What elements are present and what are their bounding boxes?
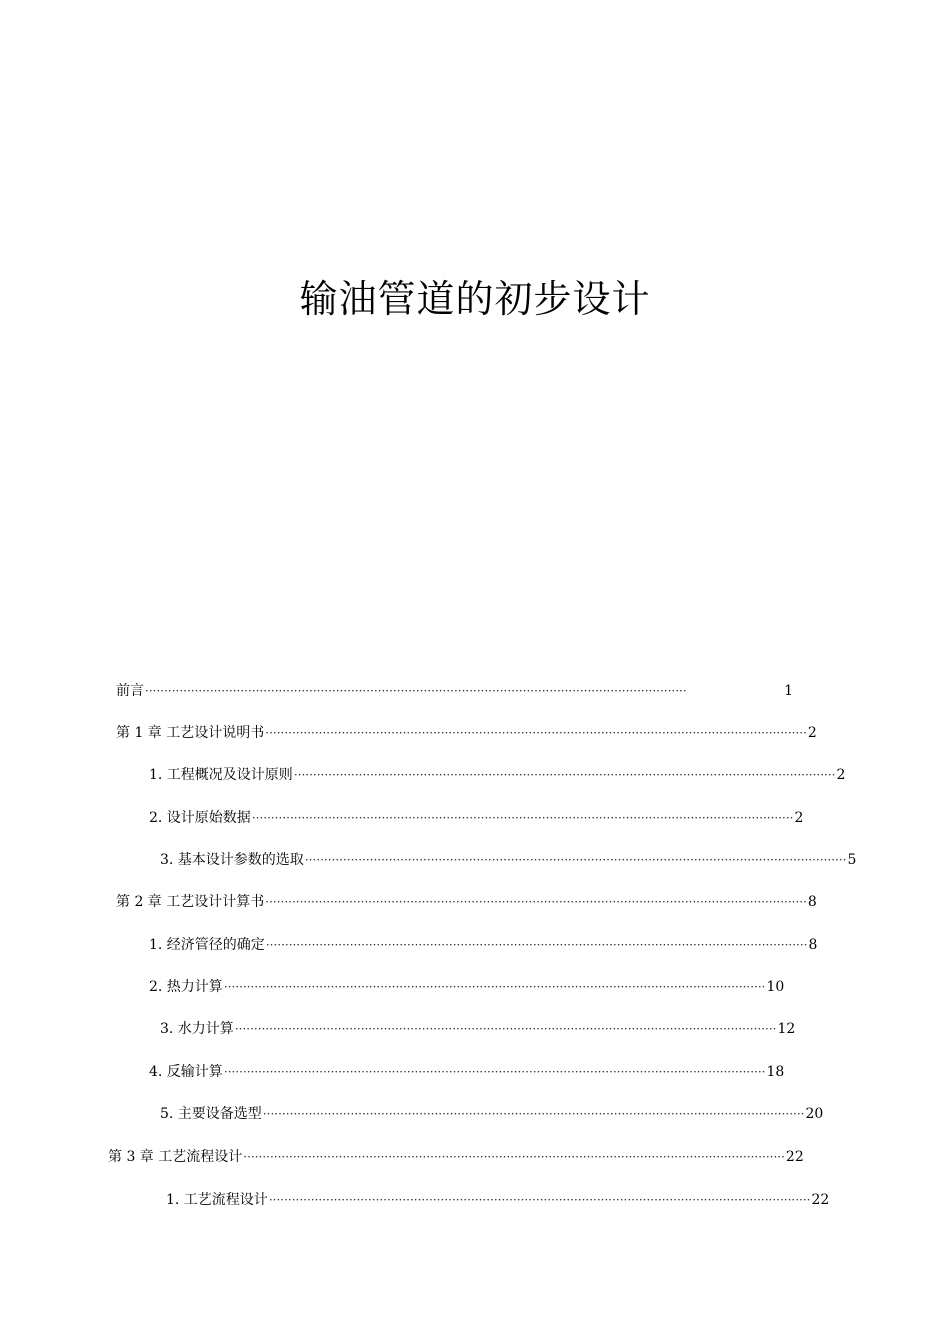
toc-entry-page: 18: [766, 1064, 785, 1080]
toc-entry-page: 22: [785, 1149, 804, 1165]
toc-entry-label: 3. 水力计算: [160, 1021, 234, 1037]
toc-dot-leader: ··············································································································································: [251, 811, 794, 825]
toc-dot-leader: ··············································································································································: [262, 1107, 805, 1121]
toc-entry-label: 第 1 章 工艺设计说明书: [116, 725, 265, 741]
toc-dot-leader: ··············································································································································: [293, 768, 836, 782]
toc-entry-chapter-3[interactable]: [108, 1147, 804, 1167]
toc-entry-page: 8: [808, 937, 818, 953]
toc-entry-label: 1. 工艺流程设计: [166, 1192, 268, 1208]
toc-entry-page: 2: [807, 725, 817, 741]
toc-entry-page: 2: [836, 767, 846, 783]
toc-entry-1-3[interactable]: [160, 850, 857, 870]
toc-entry-label: 5. 主要设备选型: [160, 1106, 262, 1122]
toc-entry-2-5[interactable]: [160, 1104, 824, 1124]
toc-dot-leader: ··············································································································································: [234, 1022, 777, 1036]
toc-dot-leader: ··············································································································································: [268, 1193, 811, 1207]
toc-entry-label: 前言: [116, 683, 144, 699]
toc-entry-page: 5: [847, 852, 857, 868]
toc-entry-label: 1. 经济管径的确定: [149, 937, 265, 953]
toc-entry-label: 2. 设计原始数据: [149, 810, 251, 826]
toc-entry-page: 12: [777, 1021, 796, 1037]
toc-entry-3-1[interactable]: [166, 1190, 830, 1210]
toc-dot-leader: ··············································································································································: [223, 980, 766, 994]
toc-entry-page: 22: [811, 1192, 830, 1208]
toc-entry-label: 2. 热力计算: [149, 979, 223, 995]
toc-dot-leader: ··············································································································································: [265, 895, 807, 909]
toc-dot-leader: ··············································································································································: [304, 853, 847, 867]
toc-entry-label: 第 2 章 工艺设计计算书: [116, 894, 265, 910]
toc-dot-leader: ··············································································································································: [145, 684, 687, 698]
toc-entry-label: 4. 反输计算: [149, 1064, 223, 1080]
toc-dot-leader: ··············································································································································: [223, 1065, 766, 1079]
toc-entry-2-3[interactable]: [160, 1019, 796, 1039]
toc-entry-label: 3. 基本设计参数的选取: [160, 852, 304, 868]
toc-entry-page: 8: [807, 894, 817, 910]
toc-entry-2-2[interactable]: [149, 977, 785, 997]
toc-dot-leader: ··············································································································································: [243, 1150, 785, 1164]
document-title: 输油管道的初步设计: [299, 277, 651, 321]
toc-entry-label: 第 3 章 工艺流程设计: [108, 1149, 243, 1165]
toc-entry-preface[interactable]: [116, 681, 793, 701]
toc-entry-label: 1. 工程概况及设计原则: [149, 767, 293, 783]
toc-entry-page: 1: [784, 683, 793, 699]
toc-entry-page: 2: [794, 810, 804, 826]
toc-entry-chapter-1[interactable]: [116, 723, 817, 743]
toc-entry-2-4[interactable]: [149, 1062, 785, 1082]
toc-entry-chapter-2[interactable]: [116, 892, 817, 912]
toc-entry-page: 10: [766, 979, 785, 995]
toc-dot-leader: ··············································································································································: [265, 938, 808, 952]
toc-entry-1-1[interactable]: [149, 765, 846, 785]
toc-entry-2-1[interactable]: [149, 935, 818, 955]
toc-entry-1-2[interactable]: [149, 808, 804, 828]
toc-entry-page: 20: [805, 1106, 824, 1122]
toc-dot-leader: ··············································································································································: [265, 726, 807, 740]
